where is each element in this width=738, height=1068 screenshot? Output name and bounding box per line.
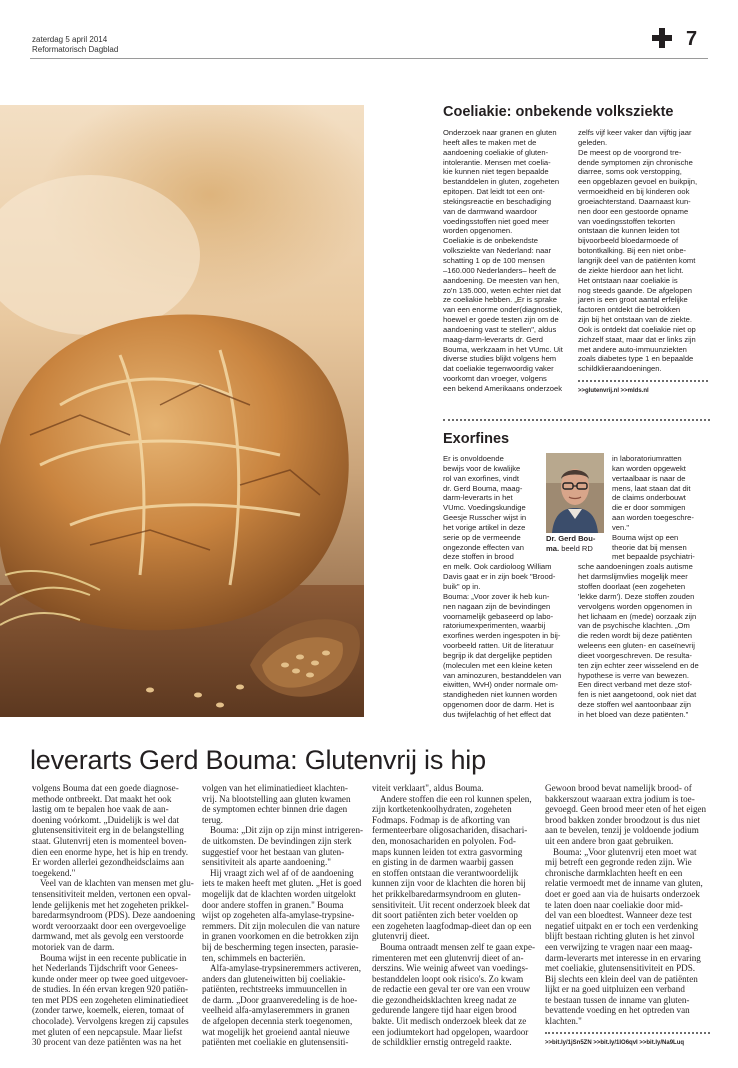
text-line: doet er goed aan via de huisarts onderzoek [545, 888, 700, 899]
text-line: ontstaan die kunnen leiden tot [578, 226, 680, 236]
text-line: remmers. Dit zijn moleculen die van nature [202, 920, 360, 931]
text-line: kie kunnen niet tegen bepaalde [443, 167, 549, 177]
text-line: voorkomt dan vroeger, volgens [443, 374, 547, 384]
text-line: staat. Glutenvrij eten is momenteel boven- [32, 835, 187, 846]
text-line: wijst op zogeheten alfa-amylase-trypsine- [202, 910, 355, 921]
text-line: VUmc. Voedingskundige [443, 503, 526, 513]
text-line: Het ontstaan naar coeliakie is [578, 275, 678, 285]
text-line: Veel van de klachten van mensen met glu- [40, 878, 194, 889]
text-line: bestanddelen loopt ook risico's. Zo kwam [372, 973, 524, 984]
text-line: dr. Gerd Bouma, maag- [443, 483, 523, 493]
article-headline: leverarts Gerd Bouma: Glutenvrij is hip [30, 745, 486, 775]
text-line: wat mogelijk het groeiend aantal nieuwe [202, 1026, 350, 1037]
text-line: het darmslijmvlies mogelijk meer [578, 572, 688, 582]
text-line: en gisting in de darmen waarbij gassen [372, 857, 514, 868]
exorfines-column-2 [578, 454, 712, 720]
text-line: hypothese is verre van bewezen. [578, 670, 690, 680]
text-line: kan worden opgewekt [612, 463, 686, 473]
text-line: worden opgenomen. [443, 226, 513, 236]
text-line: patiënten, rechtstreeks immuuncellen in [202, 984, 347, 995]
text-line: heeft alles te maken met de [443, 137, 537, 147]
text-line: van de psychische klachten. „Om [578, 621, 690, 631]
text-line: suggestief voor het bestaan van gluten- [202, 846, 345, 857]
text-line: (zonder tarwe, koemelk, eieren, tomaat of [32, 1005, 184, 1016]
text-line: Bouma wijst op een [612, 532, 679, 542]
text-line: volgen van het eliminatiedieet klachten- [202, 783, 348, 793]
text-line: geleden. [578, 137, 608, 147]
text-line: het Nederlands Tijdschrift voor Genees- [32, 963, 178, 974]
text-line: vermoeidheid en bij kinderen ook [578, 187, 690, 197]
text-line: van een enorme onder(diagnostiek, [443, 305, 563, 315]
text-line: het vorige artikel in deze [443, 522, 526, 532]
text-line: de redactie een geval ter ore van een vrouw [372, 984, 531, 995]
text-line: blijft bestaan richting gluten is het zinvol [545, 931, 695, 942]
text-line: te laten doen naar coeliakie door mid- [545, 899, 683, 910]
text-line: de afgelopen decennia sterk toegenomen, [202, 1016, 353, 1027]
text-line: glutensensitiviteit erg in de belangstelling [32, 825, 184, 836]
text-line: methode ontbreekt. Dat maakt het ook [32, 793, 172, 804]
text-line: de symptomen echter binnen drie dagen [202, 804, 348, 815]
text-line: darm-leverarts in het [443, 493, 513, 503]
text-line: fermenteerbare oligosachariden, disachari- [372, 825, 528, 836]
text-line: weleens een gluten- en caseïnevrij [578, 641, 695, 651]
portrait-caption [546, 534, 608, 554]
text-line: een verwijzing te vragen naar een maag- [545, 941, 693, 952]
text-line: van de darmwand waardoor [443, 206, 538, 216]
text-line: van voedingsstoffen tekorten [578, 216, 675, 226]
text-line: aandoening coeliakie of gluten- [443, 147, 549, 157]
text-line: sensitiviteit. Uit recent onderzoek bleek dat [372, 899, 531, 910]
text-line: stoffen doorlaat (een zogeheten [578, 581, 686, 591]
text-line: Fodmaps. Fodmap is de afkorting van [372, 814, 510, 825]
text-line: deze stoffen wel aantoonbaar zijn [578, 700, 692, 710]
text-line: Hij vraagt zich wel af of de aandoening [210, 867, 354, 878]
article-column-3 [372, 783, 544, 1048]
text-line: mens, laat staan dat dit [612, 483, 691, 493]
text-line: van aminozuren, bestanddelen van [443, 670, 562, 680]
text-line: dit soort patiënten zich beter voelden op [372, 910, 518, 921]
text-line: lijkt er na goed uitpluizen een verband [545, 984, 685, 995]
exorfines-column-1 [443, 454, 562, 720]
text-line: de uitkomsten. De bevindingen zijn sterk [202, 835, 352, 846]
text-line: negatief uitpakt en er toch een verdenking [545, 920, 699, 931]
text-line: rol van exorfines, vindt [443, 473, 519, 483]
text-line: fen is niet aangetoond, ook niet dat [578, 690, 697, 700]
text-line: eiwitten, WvH) onder normale om- [443, 680, 559, 690]
text-line: langrijk deel van de patiënten komt [578, 255, 696, 265]
text-line: (moleculen met een kleine keten [443, 660, 553, 670]
text-line: patiënten met coeliakie en glutensensiti- [202, 1037, 349, 1048]
text-line: –160.000 Nederlanders– heeft de [443, 265, 557, 275]
text-line: doening voórkomt. „Duidelijk is wel dat [32, 814, 179, 825]
text-line: den, monosachariden en polyolen. Fod- [372, 835, 516, 846]
text-line: Een direct verband met deze stof- [578, 680, 692, 690]
text-line: voornamelijk gebaseerd op labo- [443, 611, 554, 621]
text-line: baredarmsyndroom (PDS). Deze aandoening [32, 910, 196, 921]
text-line: met andere auto-immuunziekten [578, 344, 687, 354]
author-portrait [546, 453, 604, 533]
text-line: jaren is een groot aantal erfelijke [578, 295, 688, 305]
text-line: buik" op in. [443, 581, 481, 591]
text-line: epitopen. Dat leidt tot een ont- [443, 187, 545, 197]
text-line: glutenvrij dieet. [372, 931, 430, 942]
text-line: aandoening vast te stellen", aldus [443, 324, 557, 334]
text-line: aandoening. De meesten van hen, [443, 275, 560, 285]
article-column-1 [32, 783, 202, 1048]
text-line: nog steeds gaande. De afgelopen [578, 285, 692, 295]
text-line: nen nagaan zijn de bevindingen [443, 601, 551, 611]
text-line: klachten." [545, 1016, 582, 1027]
text-line: darm-leverarts met interesse in en ervaring [545, 952, 701, 963]
text-line: schatting 1 op de 100 mensen [443, 255, 545, 265]
text-line: ten zijn echter zeer wisselend en de [578, 660, 699, 670]
text-line: sche aandoeningen zoals autisme [578, 562, 693, 572]
text-line: ven." [612, 522, 630, 532]
text-line: bij de bescherming tegen insecten, parasie- [202, 941, 359, 952]
text-line: stekingsreactie en beschadiging [443, 196, 552, 206]
text-line: een jodiumtekort had opgelopen, waardoor [372, 1026, 529, 1037]
header-paper-name: Reformatorisch Dagblad [32, 45, 119, 54]
text-line: Er worden allerlei gezondheidsclaims aan [32, 857, 185, 868]
text-line: ten, schimmels en bacteriën. [202, 952, 306, 963]
text-line: diverse studies blijkt volgens hem [443, 354, 557, 364]
text-line: met bepaalde psychiatri- [612, 552, 695, 562]
caption-credit: beeld RD [561, 543, 593, 553]
text-line: kunnen zijn voor de klachten die horen bij [372, 878, 526, 889]
text-line: ongezonde effecten van [443, 542, 524, 552]
text-line: Davis gaat er in zijn boek "Brood- [443, 572, 556, 582]
text-line: vrij. Na blootstelling aan gluten kwamen [202, 793, 351, 804]
text-line: kunde onder meer op twee goed uitgevoer- [32, 973, 188, 984]
text-line: opgenomen door de darm. Het is [443, 700, 555, 710]
text-line: deze stoffen in brood [443, 552, 514, 562]
text-line: de darm. „Door graanveredeling is de hoe- [202, 994, 358, 1005]
text-line: derszins. Wie weinig afweet van voedings- [372, 963, 529, 974]
text-line: 30 procent van deze patiënten was na het [32, 1037, 182, 1048]
text-line: zijn kortketenkoolhydraten, zogeheten [372, 804, 512, 815]
text-line: een bekend Amerikaans onderzoek [443, 383, 563, 393]
bread-photo [0, 105, 364, 717]
text-line: mij betreft een gegronde reden zijn. Wie [545, 857, 692, 868]
text-line: vertaalbaar is naar de [612, 473, 686, 483]
caption-name: Dr. Gerd Bou- [546, 534, 596, 543]
text-line: gedurende langere tijd haar eigen brood [372, 1005, 517, 1016]
text-line: de schildklier ernstig ontregeld raakte. [372, 1037, 512, 1048]
text-line: de ziekte hierdoor aan het licht. [578, 265, 684, 275]
text-line: dat coeliakie tegenwoordig vaker [443, 364, 554, 374]
text-line: Geesje Russcher wijst in [443, 513, 527, 523]
text-line: del van een bloedtest. Wanneer deze test [545, 910, 692, 921]
text-line: Bouma, werkzaam in het VUmc. Uit [443, 344, 563, 354]
text-line: Gewoon brood bevat namelijk brood- of [545, 783, 692, 793]
text-line: anders dan gluteneiwitten bij coeliakie- [202, 973, 346, 984]
article-links: >>bit.ly/1jSn5ZN >>bit.ly/1lO6qvI >>bit.ly/Na9Luq [545, 1040, 685, 1046]
text-line: Onderzoek naar granen en gluten [443, 128, 557, 137]
text-line: dus twijfelachtig of het effect dat [443, 709, 551, 719]
text-line: intolerantie. Mensen met coelia- [443, 157, 551, 167]
text-line: sensitiviteit als aparte aandoening." [202, 857, 331, 868]
text-line: iets te maken heeft met gluten. „Het is goed [202, 878, 362, 889]
text-line: met coeliakie, glutensensitiviteit en PDS. [545, 963, 696, 974]
text-line: een zogeheten laagfodmap-dieet dan op een [372, 920, 532, 931]
text-line: door andere stoffen in granen." Bouma [202, 899, 344, 910]
text-line: ten met PDS een zogeheten eliminatiedieet [32, 994, 189, 1005]
text-line: Bij slechts een klein deel van de patiënten [545, 973, 698, 984]
coeliakie-title: Coeliakie: onbekende volksziekte [443, 104, 674, 120]
text-line: lastig om te bepalen hoe vaak de aan- [32, 804, 169, 815]
text-line: botontkalking. Bij een niet onbe- [578, 246, 687, 256]
text-line: lende gelijkenis met het zogeheten prikkel- [32, 899, 189, 910]
text-line: bijvoorbeeld bloedarmoede of [578, 236, 679, 246]
text-line: chocolade). Vervolgens kregen zij capsules [32, 1016, 189, 1027]
text-line: mogelijk dat de klachten worden uitgelokt [202, 888, 356, 899]
text-line: gevoegd. Geen brood meer eten of het eigen [545, 804, 707, 815]
text-line: die reden wordt bij deze patiënten [578, 631, 692, 641]
text-line: Coeliakie is de onbekendste [443, 236, 538, 246]
coeliakie-dotted-rule [578, 380, 708, 383]
text-line: in het bloed van deze patiënten." [578, 709, 689, 719]
text-line: chronische darmklachten heeft en een [545, 867, 683, 878]
text-line: aan worden toegeschre- [612, 513, 694, 523]
text-line: de studies. In één ervan kregen 920 patiën- [32, 984, 189, 995]
text-line: diarree, soms ook verstopping, [578, 167, 682, 177]
text-line: voedingsstoffen niet goed meer [443, 216, 549, 226]
text-line: volgens Bouma dat een goede diagnose- [32, 783, 179, 793]
text-line: brood bakken zonder broodzout is dus niet [545, 814, 701, 825]
text-line: tensensitiviteit melden, vertonen een opval- [32, 888, 191, 899]
text-line: zo'n 135.000, weten echter niet dat [443, 285, 561, 295]
text-line: De meest op de voorgrond tre- [578, 147, 682, 157]
text-line: Bouma ontraadt mensen zelf te gaan expe- [380, 941, 536, 952]
text-line: maps kunnen leiden tot extra gasvorming [372, 846, 523, 857]
article-column-2 [202, 783, 372, 1048]
exorfines-dotted-rule [443, 419, 710, 422]
text-line: terug. [202, 814, 223, 825]
text-line: aan te bevelen, tenzij je voldoende jodium [545, 825, 699, 836]
text-line: relatie vermoedt met de inname van gluten, [545, 878, 703, 889]
text-line: in laboratoriumratten [612, 454, 682, 463]
exorfines-title: Exorfines [443, 431, 510, 447]
text-line: die er door sommigen [612, 503, 686, 513]
text-line: de claims onderbouwt [612, 493, 686, 503]
header-rule [30, 58, 708, 59]
text-line: standigheden niet kunnen worden [443, 690, 557, 700]
text-line: Bouma: „Voor glutenvrij eten moet wat [553, 846, 697, 857]
text-line: die gezondheidsklachten kreeg nadat ze [372, 994, 517, 1005]
caption-name-2: ma. [546, 543, 560, 553]
text-line: nen door een gestoorde opname [578, 206, 689, 216]
text-line: ratoriumexperimenten, waarbij [443, 621, 546, 631]
coeliakie-column-1 [443, 128, 573, 394]
text-line: vervolgens worden opgenomen in [578, 601, 692, 611]
text-line: factoren ontdekt die betrokken [578, 305, 681, 315]
page-number: 7 [686, 28, 698, 50]
text-line: in granen voorkomen en die betrokken zijn [202, 931, 359, 942]
text-line: bewijs voor de kwalijke [443, 463, 521, 473]
text-line: zijn bij het ontstaan van de ziekte. [578, 315, 692, 325]
text-line: ze coeliakie hebben. „Er is sprake [443, 295, 557, 305]
text-line: zoals diabetes type 1 en bepaalde [578, 354, 694, 364]
text-line: begrijp ik dat dergelijke peptiden [443, 650, 552, 660]
text-line: theorie dat bij mensen [612, 542, 687, 552]
text-line: bestanddelen in gluten, zogeheten [443, 177, 560, 187]
text-line: voorbeeld ratten. Uit de literatuur [443, 641, 554, 651]
text-line: en stoffen ontstaan die verantwoordelijk [372, 867, 519, 878]
plus-icon [652, 28, 672, 48]
text-line: darmwand, met als gevolg een verstoorde [32, 931, 184, 942]
coeliakie-links: >>glutenvrij.nl >>mlds.nl [578, 388, 649, 394]
text-line: zelfs vijf keer vaker dan vijftig jaar [578, 128, 692, 137]
text-line: schildklieraandoeningen. [578, 364, 662, 374]
text-line: Ook is ontdekt dat coeliakie niet op [578, 324, 696, 334]
header-dateline [32, 35, 118, 55]
text-line: dieet voorgeschreven. De resulta- [578, 650, 692, 660]
text-line: Bouma wijst in een recente publicatie in [40, 952, 187, 963]
text-line: Bouma: „Voor zover ik heb kun- [443, 591, 550, 601]
text-line: het prikkelbaredarmsyndroom en gluten- [372, 888, 521, 899]
text-line: viteit verklaart", aldus Bouma. [372, 783, 484, 793]
text-line: maag-darm-leverarts dr. Gerd [443, 334, 544, 344]
text-line: bakte. Uit medisch onderzoek bleek dat ze [372, 1016, 527, 1027]
article-column-4 [545, 783, 717, 1027]
text-line: zichzelf staat, maar dat er links zijn [578, 334, 696, 344]
text-line: motoriek van de darm. [32, 941, 115, 952]
coeliakie-column-2 [578, 128, 710, 374]
text-line: hoewel er goede testen zijn om de [443, 315, 559, 325]
text-line: het lichaam en (mede) oorzaak zijn [578, 611, 697, 621]
text-line: 'lekke darm'). Deze stoffen zouden [578, 591, 695, 601]
text-line: Alfa-amylase-trypsineremmers activeren, [210, 963, 361, 974]
text-line: en melk. Ook cardioloog William [443, 562, 552, 572]
text-line: Bouma: „Dit zijn op zijn minst intrigeren- [210, 825, 364, 836]
text-line: een opgeblazen gevoel en buikpijn, [578, 177, 698, 187]
text-line: serie op de vermeende [443, 532, 521, 542]
text-line: rimenteren met een glutenvrij dieet of an- [372, 952, 524, 963]
text-line: uit een andere bron gaat gebruiken. [545, 835, 674, 846]
text-line: volksziekte van Nederland: naar [443, 246, 552, 256]
text-line: toegekend." [32, 867, 76, 878]
article-dotted-rule [545, 1032, 710, 1035]
text-line: te bestaan tussen de inname van gluten- [545, 994, 690, 1005]
text-line: wordt veroorzaakt door een overgevoelige [32, 920, 186, 931]
text-line: groeiachterstand. Daarnaast kun- [578, 196, 691, 206]
text-line: Andere stoffen die een rol kunnen spelen, [380, 793, 532, 804]
text-line: bakkerszout waaraan extra jodium is toe- [545, 793, 695, 804]
text-line: bevattende voeding en het optreden van [545, 1005, 690, 1016]
text-line: dien een enorme hype, het is hip en trendy. [32, 846, 188, 857]
text-line: Er is onvoldoende [443, 454, 504, 463]
text-line: met gluten of een nepcapsule. Maar liefst [32, 1026, 183, 1037]
text-line: veelheid alfa-amylaseremmers in granen [202, 1005, 350, 1016]
header-date: zaterdag 5 april 2014 [32, 35, 108, 44]
text-line: dende symptomen zijn chronische [578, 157, 693, 167]
text-line: exorfines werden ingespoten in bij- [443, 631, 561, 641]
